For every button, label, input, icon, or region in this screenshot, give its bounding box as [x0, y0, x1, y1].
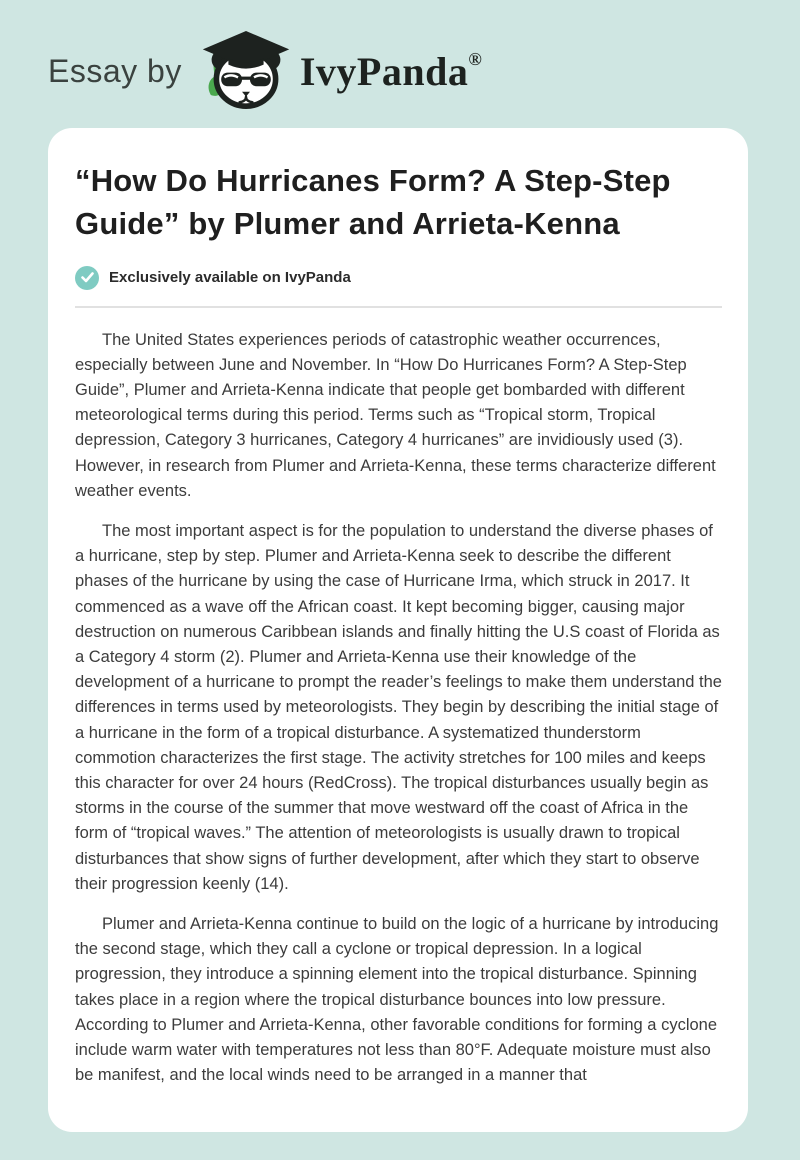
essay-title: “How Do Hurricanes Form? A Step-Step Guide” by Plumer and Arrieta-Kenna — [75, 163, 671, 241]
brand-logo-link[interactable] — [198, 28, 482, 114]
exclusive-badge — [75, 266, 722, 290]
essay-paragraph: Plumer and Arrieta-Kenna continue to build on the logic of a hurricane by introducing the second stage, which they call a cyclone or tropical depression. In a logical progression, they introduce a spinning element into the tropical disturbance. Spinning takes place in a region where the tropical disturbance bounces into low pressure. According to Plumer and Arrieta-Kenna, other favorable conditions for forming a cyclone include warm water with temperatures not less than 80°F. Adequate moisture must also be manifest, and the local winds need to be arranged in a manner that — [75, 915, 719, 1085]
check-icon — [75, 266, 99, 290]
essay-by-label: Essay by — [48, 52, 182, 89]
divider — [75, 306, 722, 308]
essay-card — [48, 128, 748, 1132]
essay-paragraph: The most important aspect is for the population to understand the diverse phases of a hurricane, step by step. Plumer and Arrieta-Kenna seek to describe the different phases of the hurricane by using the case of Hurricane Irma, which struck in 2017. It commenced as a wave off the African coast. It kept becoming bigger, causing major destruction on numerous Caribbean islands and finally hitting the U.S coast of Florida as a Category 4 storm (2). Plumer and Arrieta-Kenna use their knowledge of the development of a hurricane to prompt the reader’s feelings to make them understand the differences in terms used by meteorologists. They begin by describing the initial stage of a hurricane in the form of a tropical disturbance. A systematized thunderstorm commotion characterizes the first stage. The activity stretches for 100 miles and keeps this character for over 24 hours (RedCross). The tropical disturbances usually begin as storms in the course of the summer that move westward off the coast of Africa in the form of “tropical waves.” The attention of meteorologists is usually drawn to tropical disturbances that show signs of further development, after which they start to observe their progression keenly (14). — [75, 521, 722, 893]
essay-paragraph: The United States experiences periods of catastrophic weather occurrences, especially between June and November. In “How Do Hurricanes Form? A Step-Step Guide”, Plumer and Arrieta-Kenna indicate that people get bombarded with different meteorological terms during this period. Terms such as “Tropical storm, Tropical depression, Category 3 hurricanes, Category 4 hurricanes” are invidiously used (3). However, in research from Plumer and Arrieta-Kenna, these terms characterize different weather events. — [75, 330, 716, 500]
badge-label: Exclusively available on IvyPanda — [109, 269, 351, 287]
essay-body — [75, 328, 722, 1089]
registered-mark: ® — [468, 49, 482, 69]
panda-graduate-icon — [198, 28, 294, 114]
brand-name: IvyPanda — [299, 48, 469, 94]
site-header — [0, 0, 800, 116]
